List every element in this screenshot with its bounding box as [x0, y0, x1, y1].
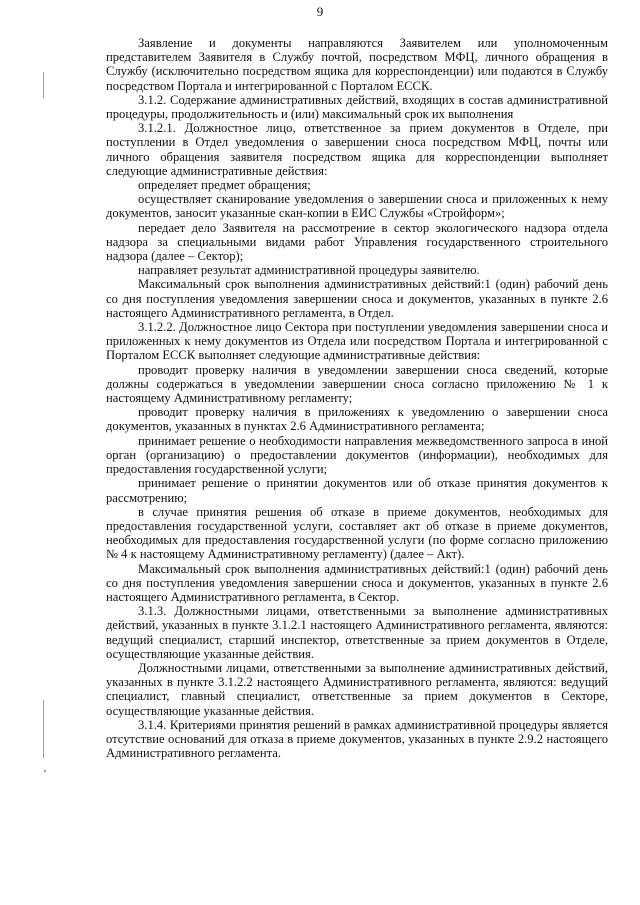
paragraph-3-1-2-2: 3.1.2.2. Должностное лицо Сектора при поступлении уведомления завершении сноса и приложенных к нему документов из Отдела или посредством Портала и интегрированной с Порталом ЕССК выполняет следующие административные действия: — [106, 320, 608, 363]
list-item-determine-subject: определяет предмет обращения; — [138, 178, 311, 193]
list-item-refusal-act: в случае принятия решения об отказе в приеме документов, необходимых для предоставления государственной услуги, составляет акт об отказе в приеме документов, необходимых для предоставления государственной услуги (по форме согласно приложению № 4 к настоящему Административному регламенту) (далее – Акт). — [106, 504, 608, 562]
paragraph-max-term-department: Максимальный срок выполнения административных действий:1 (один) рабочий день со дня поступления уведомления завершении сноса и документов, указанных в пункте 2.6 настоящего Административного регламента, в Отдел. — [106, 277, 608, 320]
document-body — [106, 36, 608, 760]
paragraph-3-1-4: 3.1.4. Критериями принятия решений в рамках административной процедуры является отсутствие оснований для отказа в приеме документов, указанных в пункте 2.9.2 настоящего Административного регламента. — [106, 717, 608, 761]
list-item-send-result: направляет результат административной процедуры заявителю. — [138, 263, 480, 278]
page-number: 9 — [316, 4, 324, 19]
list-item-check-attachments: проводит проверку наличия в приложениях к уведомлению о завершении сноса документов, указанных в пунктах 2.6 Административного регламента; — [106, 405, 608, 434]
scan-margin-mark — [43, 700, 44, 758]
list-item-check-notification: проводит проверку наличия в уведомлении завершении сноса сведений, которые должны содержаться в уведомлении завершении сноса согласно приложению № 1 к настоящему Административному регламенту; — [106, 362, 608, 406]
list-item-accept-decision: принимает решение о принятии документов или об отказе принятия документов к рассмотрению; — [106, 476, 608, 505]
paragraph-max-term-sector: Максимальный срок выполнения административных действий:1 (один) рабочий день со дня поступления уведомления завершении сноса и документов, указанных в пункте 2.6 настоящего Административного регламента, в Сектор. — [106, 561, 608, 604]
paragraph-officials-sector: Должностными лицами, ответственными за выполнение административных действий, указанных в пункте 3.1.2.2 настоящего Административного регламента, являются: ведущий специалист, главный специалист, ответственные за прием документов в Секторе, осуществляющие указанные действия. — [106, 660, 608, 718]
paragraph-3-1-2-1: 3.1.2.1. Должностное лицо, ответственное за прием документов в Отделе, при поступлении в Отдел уведомления о завершении сноса посредством МФЦ, почты или личного обращения заявителя посредством ящика для корреспонденции выполняет следующие административные действия: — [106, 121, 608, 178]
list-item-interagency-request: принимает решение о необходимости направления межведомственного запроса в иной орган (организацию) о предоставлении документов (информации), необходимых для предоставления государственной услуги; — [106, 433, 608, 477]
scan-margin-mark — [43, 72, 44, 98]
paragraph-3-1-3: 3.1.3. Должностными лицами, ответственными за выполнение административных действий, указанных в пункте 3.1.2.1 настоящего Административного регламента, являются: ведущий специалист, старший инспектор, ответственные за прием документов в Отделе, осуществляющие указанные действия. — [106, 604, 608, 661]
paragraph-submission: Заявление и документы направляются Заявителем или уполномоченным представителем Заявителя в Службу почтой, посредством МФЦ, личного обращения в Службу (исключительно посредством ящика для корреспонденции) или подаются в Службу посредством Портала и интегрированной с Порталом ЕССК. — [106, 36, 608, 93]
list-item-scan-notification: осуществляет сканирование уведомления о завершении сноса и приложенных к нему документов, заносит указанные скан-копии в ЕИС Службы «Стройформ»; — [106, 192, 608, 221]
paragraph-3-1-2: 3.1.2. Содержание административных действий, входящих в состав административной процедуры, продолжительность и (или) максимальный срок их выполнения — [106, 92, 608, 122]
scan-speck — [44, 770, 46, 772]
list-item-transfer-case: передает дело Заявителя на рассмотрение в сектор экологического надзора отдела надзора за специальными видами работ Управления государственного строительного надзора (далее – Сектор); — [106, 220, 608, 264]
